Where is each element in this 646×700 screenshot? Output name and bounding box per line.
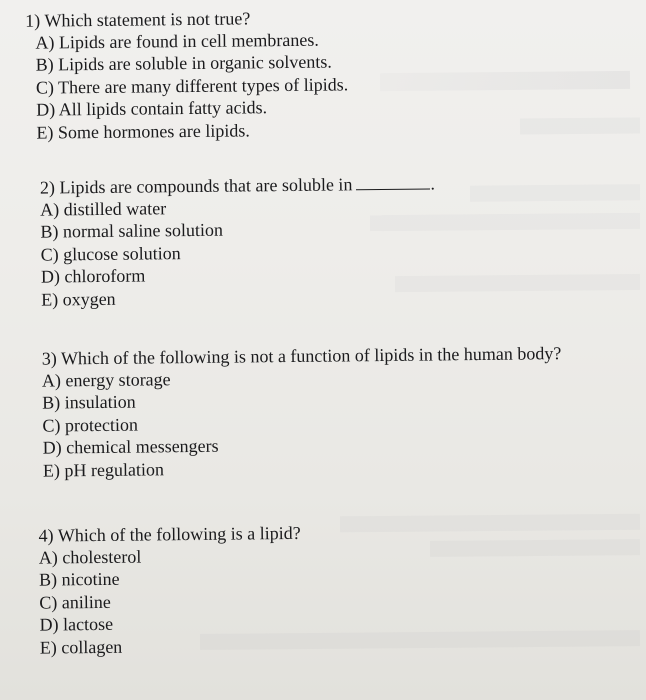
answer-option: E) oxygen [41, 288, 116, 310]
answer-option: B) nicotine [38, 569, 120, 591]
question-stem-end: . [430, 173, 435, 194]
answer-option: B) insulation [42, 392, 136, 413]
answer-option: A) energy storage [41, 369, 171, 391]
answer-option: C) protection [42, 414, 139, 436]
answer-option: D) chloroform [40, 265, 146, 287]
question-stem: 4) Which of the following is a lipid? [38, 522, 301, 546]
answer-option: D) lactose [39, 614, 114, 635]
answer-option: B) Lipids are soluble in organic solvents. [35, 51, 332, 76]
answer-options [42, 363, 646, 482]
answer-options [39, 540, 646, 659]
answer-option: A) Lipids are found in cell membranes. [35, 29, 319, 53]
question-stem-text: 2) Lipids are compounds that are soluble in [39, 174, 353, 198]
answer-options [40, 192, 646, 311]
answer-option: E) Some hormones are lipids. [36, 120, 250, 143]
answer-option: D) All lipids contain fatty acids. [36, 97, 268, 120]
answer-option: A) distilled water [40, 198, 167, 220]
answer-option: E) collagen [39, 636, 123, 658]
question-2 [2, 170, 646, 311]
answer-option: B) normal saline solution [40, 220, 224, 242]
question-1 [0, 3, 646, 144]
answer-option: A) cholesterol [38, 546, 142, 568]
question-stem: 3) Which of the following is not a function of lipids in the human body? [41, 343, 562, 369]
answer-blank [356, 175, 430, 191]
question-stem: 1) Which statement is not true? [25, 8, 251, 31]
question-4 [5, 518, 646, 659]
answer-option: C) There are many different types of lipids. [35, 74, 349, 98]
question-3 [4, 341, 646, 482]
answer-option: E) pH regulation [42, 458, 164, 481]
answer-option: C) glucose solution [40, 242, 181, 265]
answer-option: D) chemical messengers [42, 435, 219, 458]
answer-option: C) aniline [39, 591, 111, 613]
answer-options [25, 25, 646, 144]
